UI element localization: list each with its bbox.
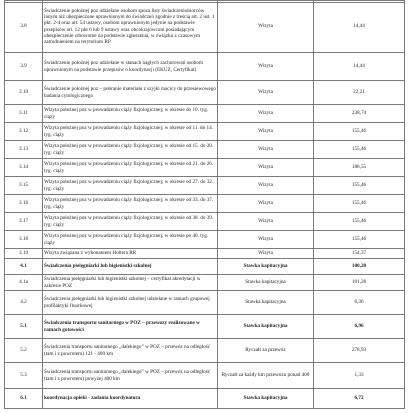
row-unit: Wizyta — [218, 195, 314, 213]
row-description: Świadczenia transportu sanitarnego „dalekiego” w POZ – przewóz na odległość (tam i z powrotem) 121 - 400 km — [43, 339, 218, 363]
row-number: 3.15 — [5, 177, 43, 195]
row-description: Świadczenia pielęgniarki lub higienistki szkolnej – certyfikat akredytacji w zakresie POZ — [43, 275, 218, 291]
row-description: Wizyta położnej poz w prowadzeniu ciąży fizjologicznej; w okresie od 15. do 20. tyg. ciąży — [43, 141, 218, 159]
table-row — [5, 389, 405, 409]
table-top-edge — [4, 0, 404, 3]
table-row — [5, 363, 405, 389]
row-number: 3.11 — [5, 105, 43, 123]
row-unit: Stawka kapitacyjna — [218, 389, 314, 409]
table-row — [5, 275, 405, 291]
row-description: Świadczenia pielęgniarki lub higienistki szkolnej udzielane w ramach grupowej profilaktyki fluorkowej — [43, 291, 218, 315]
row-value: 155,46 — [314, 141, 405, 159]
row-number: 4.1a — [5, 275, 43, 291]
row-description: Wizyta położnej poz w prowadzeniu ciąży fizjologicznej; w okresie od 21. do 26. tyg. ciąży — [43, 159, 218, 177]
row-unit: Wizyta — [218, 213, 314, 231]
row-number: 5.1 — [5, 315, 43, 339]
row-unit: Stawka kapitacyjna — [218, 259, 314, 275]
row-description: Wizyta położnej poz w prowadzeniu ciąży fizjologicznej; w okresie od 11. do 14. tyg. ciąży — [43, 123, 218, 141]
row-value: 155,46 — [314, 231, 405, 249]
table-row — [5, 315, 405, 339]
row-unit: Stawka kapitacyjna — [218, 291, 314, 315]
row-unit: Ryczałt za przewóz — [218, 339, 314, 363]
row-value: 186,55 — [314, 159, 405, 177]
row-number: 3.13 — [5, 141, 43, 159]
row-description: Świadczenie położnej poz udzielane w stanach nagłych zachorowań osobom uprawnionym na podstawie przepisów o koordynacji (EKUZ, Certyfikat) — [43, 53, 218, 81]
row-number: 6.1 — [5, 389, 43, 409]
row-unit: Wizyta — [218, 177, 314, 195]
row-description: Wizyta położnej poz w prowadzeniu ciąży fizjologicznej; w okresie po 40. tyg. ciąży — [43, 231, 218, 249]
table-row — [5, 231, 405, 249]
row-value: 6,96 — [314, 315, 405, 339]
row-unit: Wizyta — [218, 249, 314, 259]
table-row — [5, 159, 405, 177]
row-number: 3.14 — [5, 159, 43, 177]
row-value: 278,93 — [314, 339, 405, 363]
rates-table-body — [5, 1, 405, 409]
row-unit: Wizyta — [218, 53, 314, 81]
row-unit: Stawka kapitacyjna — [218, 275, 314, 291]
row-description: Wizyta związana z wykonaniem Holtera RR — [43, 249, 218, 259]
row-number: 3.19 — [5, 249, 43, 259]
table-row — [5, 213, 405, 231]
row-description: Świadczenie położnej poz udzielane osobom spoza listy świadczeniobiorców innym niż ubezpieczone uprawnionym do świadczeń zgodnie z treścią art. 2 ust. 1 pkt. 2-4 oraz art. 54 ustawy, osobom uprawnionym jedynie na podstawie przepisów art. 12 pkt 6 lub 9 ustawy oraz obcokrajowcom posiadającym ubezpieczenie zdrowotne na podstawie zgłoszenia, w związku z czasowym zatrudnieniem na terytorium RP — [43, 1, 218, 53]
row-unit: Wizyta — [218, 1, 314, 53]
row-description: Wizyta położnej poz w prowadzeniu ciąży fizjologicznej; w okresie do 10. tyg. ciąży — [43, 105, 218, 123]
row-number: 5.3 — [5, 363, 43, 389]
rates-table — [4, 0, 405, 409]
row-value: 14,44 — [314, 1, 405, 53]
row-number: 3.18 — [5, 231, 43, 249]
row-description: Wizyta położnej poz w prowadzeniu ciąży fizjologicznej; w okresie od 27. do 32. tyg. ciąży — [43, 177, 218, 195]
row-value: 155,46 — [314, 177, 405, 195]
row-value: 14,44 — [314, 53, 405, 81]
row-number: 5.2 — [5, 339, 43, 363]
row-unit: Stawka kapitacyjna — [218, 315, 314, 339]
row-description: Wizyta położnej poz w prowadzeniu ciąży fizjologicznej; w okresie od 33. do 37. tyg. ciąży — [43, 195, 218, 213]
table-row — [5, 195, 405, 213]
row-value: 6,72 — [314, 389, 405, 409]
row-number: 3.9 — [5, 53, 43, 81]
row-value: 155,46 — [314, 123, 405, 141]
row-description: koordynacja opieki - zadania koordynatora — [43, 389, 218, 409]
row-number: 4.2 — [5, 291, 43, 315]
row-unit: Wizyta — [218, 105, 314, 123]
row-number: 3.12 — [5, 123, 43, 141]
table-row — [5, 53, 405, 81]
row-description: Świadczenia transportu sanitarnego „dalekiego” w POZ – przewóz na odległość (tam i z powrotem) powyżej 400 km — [43, 363, 218, 389]
row-value: 1,33 — [314, 363, 405, 389]
table-row — [5, 259, 405, 275]
row-value: 238,74 — [314, 105, 405, 123]
row-value: 101,28 — [314, 275, 405, 291]
table-row — [5, 105, 405, 123]
row-unit: Wizyta — [218, 141, 314, 159]
row-description: Świadczenia transportu sanitarnego w POZ – przewozy realizowane w ramach gotowości — [43, 315, 218, 339]
row-unit: Wizyta — [218, 231, 314, 249]
row-value: 154,37 — [314, 249, 405, 259]
table-row — [5, 123, 405, 141]
row-number: 4.1 — [5, 259, 43, 275]
row-number: 3.8 — [5, 1, 43, 53]
row-value: 155,46 — [314, 195, 405, 213]
row-unit: Wizyta — [218, 81, 314, 105]
table-row — [5, 249, 405, 259]
row-value: 155,46 — [314, 213, 405, 231]
row-number: 3.17 — [5, 213, 43, 231]
row-number: 3.10 — [5, 81, 43, 105]
table-row — [5, 291, 405, 315]
table-row — [5, 81, 405, 105]
row-value: 22,21 — [314, 81, 405, 105]
row-value: 100,20 — [314, 259, 405, 275]
table-row — [5, 177, 405, 195]
row-description: Świadczenia pielęgniarki lub higienistki szkolnej — [43, 259, 218, 275]
row-unit: Wizyta — [218, 123, 314, 141]
row-unit: Wizyta — [218, 159, 314, 177]
table-row — [5, 141, 405, 159]
row-number: 3.16 — [5, 195, 43, 213]
table-row — [5, 339, 405, 363]
row-description: Świadczenie położnej poz – pobranie materiału z szyjki macicy do przesiewowego badania cytologicznego — [43, 81, 218, 105]
row-value: 6,36 — [314, 291, 405, 315]
row-unit: Ryczałt za każdy km przewozu ponad 400 — [218, 363, 314, 389]
table-row — [5, 1, 405, 53]
row-description: Wizyta położnej poz w prowadzeniu ciąży fizjologicznej; w okresie od 38. do 39. tyg. ciąży — [43, 213, 218, 231]
